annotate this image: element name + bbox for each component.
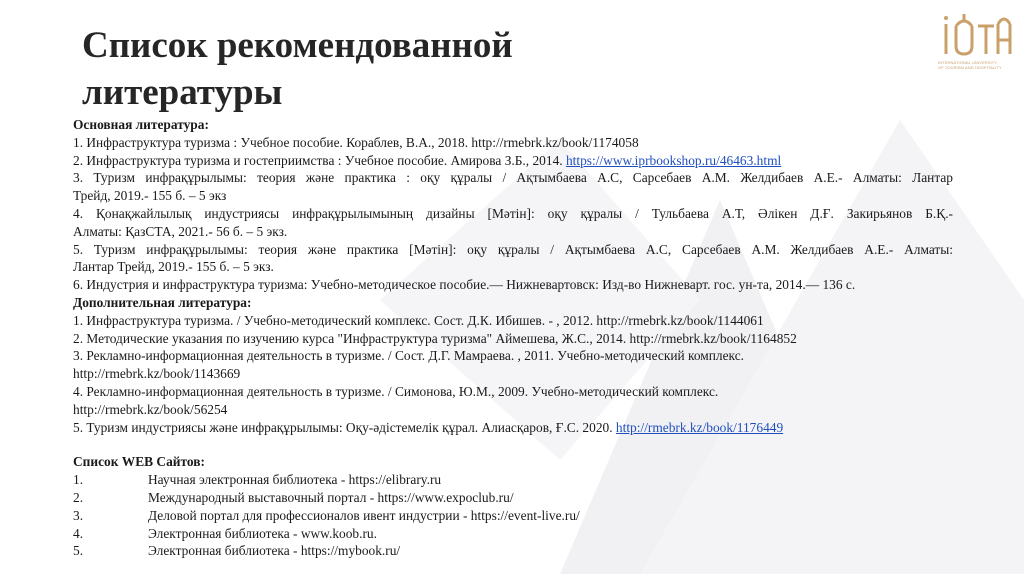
extra-item-3-line-2: http://rmebrk.kz/book/1143669 — [73, 366, 241, 382]
extra-item-5-link[interactable]: http://rmebrk.kz/book/1176449 — [615, 419, 784, 435]
main-item-3-line-1: 3. Туризм инфрақұрылымы: теория және практика : оқу құралы / Ақтымбаева А.С, Сарсебаев А.М. Желдибаев А.Е.- Алматы: Лантар — [73, 170, 953, 186]
main-item-4-line-2: Алматы: ҚазСТА, 2021.- 56 б. – 5 экз. — [73, 223, 288, 239]
main-item-3-line-2: Трейд, 2019.- 155 б. – 5 экз — [73, 188, 227, 204]
web-item-3-number: 3. — [73, 507, 84, 523]
extra-item-5 — [73, 419, 953, 437]
web-item-4 — [73, 525, 953, 543]
extra-item-3-line-1: 3. Рекламно-информационная деятельность в туризме. / Сост. Д.Г. Мамраева. , 2011. Учебно-методический комплекс. — [73, 348, 745, 364]
main-item-2-text: 2. Инфраструктура туризма и гостеприимства : Учебное пособие. Амирова З.Б., 2014. — [73, 152, 566, 168]
web-item-2 — [73, 489, 953, 507]
extra-literature-heading: Дополнительная литература: — [73, 294, 252, 310]
web-item-5-text: Электронная библиотека - https://mybook.ru/ — [148, 543, 401, 559]
spacer — [73, 436, 953, 453]
main-item-1: 1. Инфраструктура туризма : Учебное пособие. Кораблев, В.А., 2018. http://rmebrk.kz/book/1174058 — [73, 134, 639, 150]
main-item-2 — [73, 152, 953, 170]
university-logo — [938, 10, 1014, 84]
main-item-5-line-1: 5. Туризм инфрақұрылымы: теория және практика [Мәтін]: оқу құралы / Ақтымбаева А.С, Сарсебаев А.М. Желдибаев А.Е.- Алматы: — [73, 241, 953, 257]
web-item-5 — [73, 542, 953, 560]
web-item-4-text: Электронная библиотека - www.koob.ru. — [148, 525, 377, 541]
web-item-4-number: 4. — [73, 525, 84, 541]
web-sites-heading: Список WEB Сайтов: — [73, 454, 205, 470]
main-item-6: 6. Индустрия и инфраструктура туризма: Учебно-методическое пособие.— Нижневартовск: Изд-во Нижневарт. гос. ун-та, 2014.— 136 с. — [73, 277, 856, 293]
logo-subtitle-line2: OF TOURISM AND HOSPITALITY — [938, 65, 1002, 70]
web-item-2-number: 2. — [73, 489, 84, 505]
logo-subtitle-line1: INTERNATIONAL UNIVERSITY — [938, 60, 998, 65]
literature-list — [73, 116, 953, 560]
web-item-1 — [73, 471, 953, 489]
extra-item-4-line-1: 4. Рекламно-информационная деятельность в туризме. / Симонова, Ю.М., 2009. Учебно-методический комплекс. — [73, 383, 719, 399]
main-item-5-line-2: Лантар Трейд, 2019.- 155 б. – 5 экз. — [73, 259, 274, 275]
web-item-3-text: Деловой портал для профессионалов ивент индустрии - https://event-live.ru/ — [148, 507, 580, 523]
web-item-5-number: 5. — [73, 543, 84, 559]
page-title: Список рекомендованной литературы — [82, 25, 513, 113]
web-item-3 — [73, 507, 953, 525]
web-item-2-text: Международный выставочный портал - https://www.expoclub.ru/ — [148, 489, 514, 505]
main-literature-heading: Основная литература: — [73, 117, 209, 132]
extra-item-5-text: 5. Туризм индустриясы және инфрақұрылымы: Оқу-әдістемелік құрал. Алиасқаров, Ғ.С. 2020. — [73, 419, 616, 435]
extra-item-1: 1. Инфраструктура туризма. / Учебно-методический комплекс. Сост. Д.К. Ибишев. - , 2012. http://rmebrk.kz/book/1144061 — [73, 312, 764, 328]
web-item-1-number: 1. — [73, 472, 84, 488]
iuth-logo-icon — [940, 10, 1012, 56]
extra-item-4-line-2: http://rmebrk.kz/book/56254 — [73, 401, 228, 417]
main-item-4-line-1: 4. Қонақжайлылық индустриясы инфрақұрылымының дизайны [Мәтін]: оқу құралы / Тульбаева А.Т, Әлікен Д.Ғ. Закирьянов Б.Қ.- — [73, 205, 953, 221]
main-item-2-link[interactable]: https://www.iprbookshop.ru/46463.html — [565, 152, 782, 168]
extra-item-2: 2. Методические указания по изучению курса "Инфраструктура туризма" Аймешева, Ж.С., 2014. http://rmebrk.kz/book/1164852 — [73, 330, 797, 346]
web-item-1-text: Научная электронная библиотека - https://elibrary.ru — [148, 472, 442, 488]
